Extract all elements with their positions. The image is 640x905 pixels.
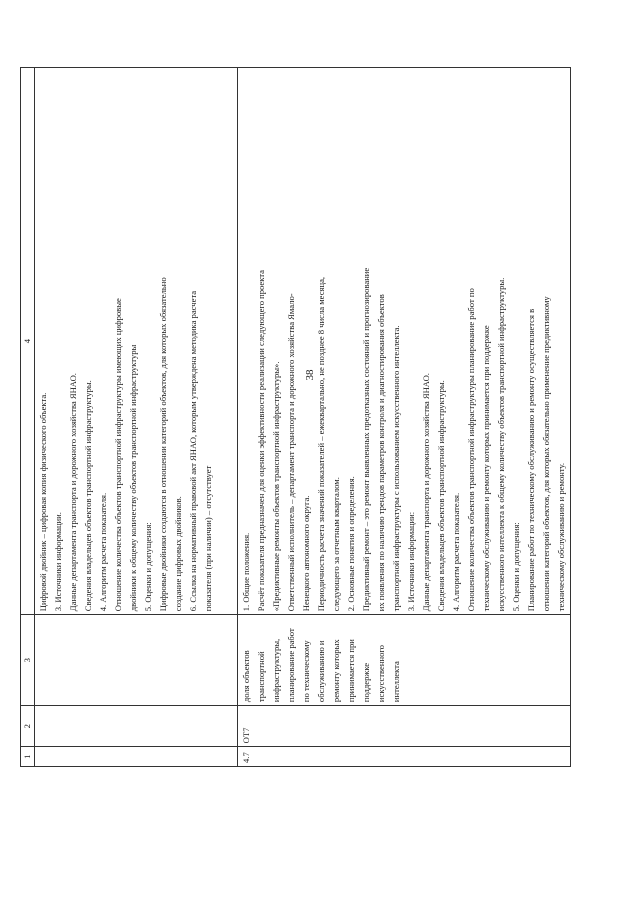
- text-line: их появления по наличию трендов параметров контроля и диагностирования объектов: [376, 294, 386, 612]
- header-col-3: 3: [21, 615, 35, 706]
- text-line: поддержке: [361, 662, 371, 703]
- text-line: транспортной инфраструктуры с использованием искусственного интеллекта.: [391, 325, 401, 612]
- cell-number: [35, 747, 238, 767]
- rotated-table-area: [20, 67, 566, 767]
- text-line: отношении категорий объектов, для которых обязательно применение предиктивному: [541, 296, 551, 612]
- text-line: техническому обслуживанию и ремонту.: [556, 462, 566, 612]
- text-line: Сведения владельцев объектов транспортной инфраструктуры.: [83, 380, 93, 612]
- cell-indicator-name: [35, 615, 238, 706]
- text-line: Ненецкого автономного округа.: [301, 495, 311, 612]
- text-line: создание цифровых двойников.: [173, 496, 183, 612]
- text-line: искусственного: [376, 645, 386, 703]
- text-line: 3. Источники информации.: [53, 512, 63, 612]
- text-line: Планирование работ по техническому обслуживанию и ремонту осуществляется в: [526, 308, 536, 612]
- text-line: обслуживанию и: [316, 640, 326, 703]
- text-line: Сведения владельцев объектов транспортной инфраструктуры.: [436, 380, 446, 612]
- text-line: Периодичность расчета значений показателей – ежеквартально, не позднее 8 числа месяца,: [316, 276, 326, 612]
- text-line: 5. Оценки и допущения:: [511, 522, 521, 612]
- table-row-4-7: [238, 68, 571, 767]
- text-line: следующего за отчетным кварталом.: [331, 477, 341, 612]
- text-line: планирование работ: [286, 628, 296, 703]
- text-line: Данные департамента транспорта и дорожного хозяйства ЯНАО.: [421, 373, 431, 612]
- text-line: двойники к общему количеству объектов транспортной инфраструктуры: [128, 344, 138, 612]
- text-line: Отношение количества объектов транспортной инфраструктуры планирование работ по: [466, 288, 476, 612]
- text-line: Расчёт показателя предназначен для оценки эффективности реализации следующего проекта: [256, 270, 266, 612]
- header-col-1: 1: [21, 747, 35, 767]
- text-line: интеллекта: [391, 661, 401, 703]
- text-line: 3. Источники информации:: [406, 511, 416, 612]
- text-line: 1. Общие положения.: [241, 532, 251, 612]
- text-line: Данные департамента транспорта и дорожного хозяйства ЯНАО.: [68, 373, 78, 612]
- text-line: техническому обслуживанию и ремонту которых принимается при поддержке: [481, 325, 491, 612]
- text-line: Отношение количества объектов транспортной инфраструктуры имеющих цифровые: [113, 298, 123, 612]
- text-line: 5. Оценки и допущения:: [143, 522, 153, 612]
- text-line: Предиктивный ремонт – это ремонт выявленных предотказных состояний и прогнозирование: [361, 267, 371, 612]
- text-line: 4. Алгоритм расчета показателя.: [98, 492, 108, 612]
- text-line: 2. Основные понятия и определения.: [346, 476, 356, 612]
- text-line: показателя (при наличии) – отсутствует: [203, 465, 213, 612]
- text-line: по техническому: [301, 640, 311, 703]
- cell-indicator-name: [238, 615, 571, 706]
- text-line: транспортной: [256, 651, 266, 703]
- text-line: 4. Алгоритм расчета показателя.: [451, 492, 461, 612]
- text-line: «Предиктивные ремонты объектов транспортной инфраструктуры».: [271, 361, 281, 612]
- cell-methodology: [238, 68, 571, 615]
- indicator-table: [20, 67, 571, 767]
- header-col-4: 4: [21, 68, 35, 615]
- text-line: принимается при: [346, 639, 356, 703]
- text-line: Ответственный исполнитель – департамент транспорта и дорожного хозяйства Ямало-: [286, 293, 296, 612]
- text-line: искусственного интеллекта к общему количеству объектов транспортной инфраструктуры.: [496, 277, 506, 612]
- text-line: Цифровые двойники создаются в отношении категорий объектов, для которых обязательно: [158, 277, 168, 612]
- cell-number: 4.7: [238, 747, 571, 767]
- cell-code: [35, 706, 238, 747]
- text-line: 6. Ссылка на нормативный правовой акт ЯНАО, которым утверждена методика расчета: [188, 290, 198, 612]
- table-row-continuation: [35, 68, 238, 767]
- header-col-2: 2: [21, 706, 35, 747]
- text-line: доля объектов: [241, 650, 251, 703]
- cell-code: ОТ7: [238, 706, 571, 747]
- text-line: ремонту которых: [331, 639, 341, 703]
- text-line: Цифровой двойник – цифровая копия физического объекта.: [38, 392, 48, 612]
- header-row: [21, 68, 35, 767]
- cell-methodology: [35, 68, 238, 615]
- page-number: 38: [304, 369, 316, 381]
- text-line: инфраструктуры,: [271, 638, 281, 703]
